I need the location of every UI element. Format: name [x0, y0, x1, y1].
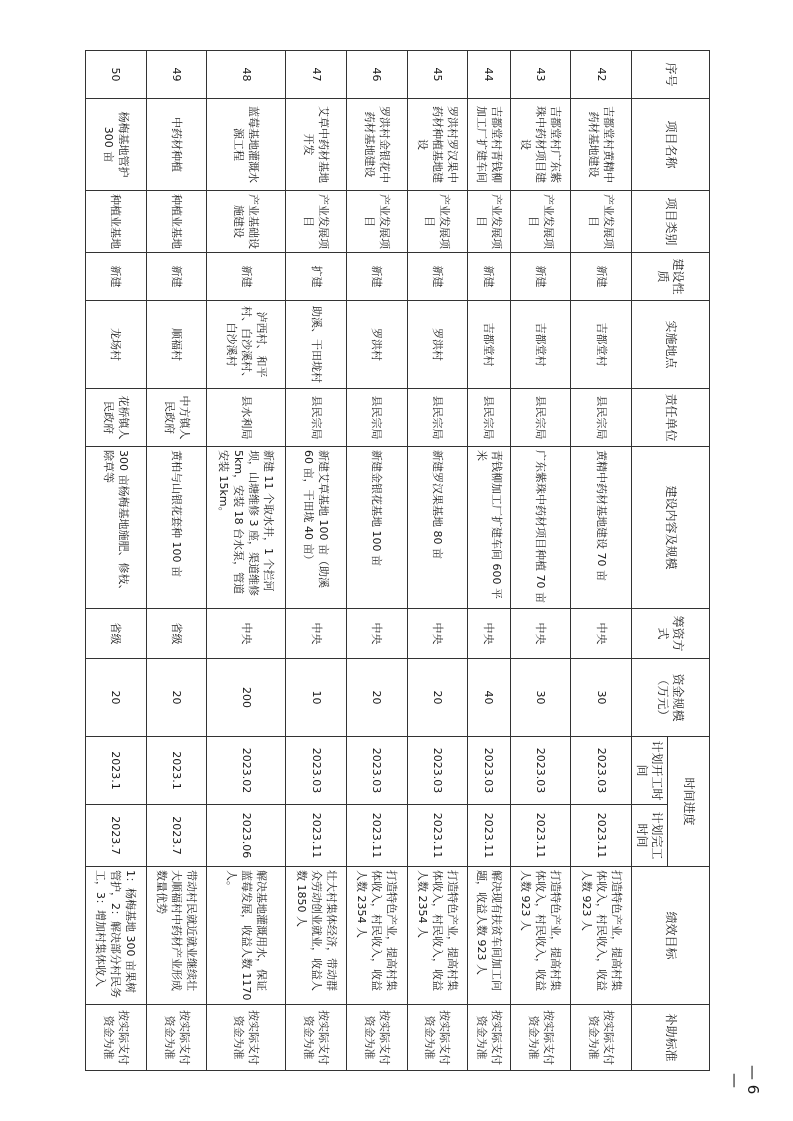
table-body: [86, 51, 632, 1071]
cell-end: 2023.7: [86, 805, 147, 867]
cell-start: 2023.03: [571, 737, 632, 805]
cell-scale: 30: [571, 659, 632, 737]
cell-content: 新建艾草基地 100 亩（助溪 60 亩，干田垅 40 亩）: [286, 447, 347, 609]
header-end: 计划完工时间: [632, 805, 668, 867]
cell-seq: 49: [146, 51, 207, 99]
project-table: [85, 50, 710, 1071]
cell-subsidy: 按实际支付资金为准: [86, 1005, 147, 1071]
cell-scale: 20: [86, 659, 147, 737]
cell-seq: 44: [468, 51, 510, 99]
cell-end: 2023.11: [468, 805, 510, 867]
cell-category: 产业发展项目: [468, 191, 510, 253]
cell-unit: 县民宗局: [468, 389, 510, 447]
cell-goal: 带动村民就近就业继续壮大顺福村中药材产业形成数量优势: [146, 867, 207, 1005]
cell-name: 吉都堂村黄精中药材基地建设: [571, 99, 632, 191]
cell-subsidy: 按实际支付资金为准: [346, 1005, 407, 1071]
cell-location: 吉都堂村: [468, 301, 510, 389]
cell-category: 种植业基地: [146, 191, 207, 253]
cell-name: 罗洪村罗汉果中药材种植基地建设: [407, 99, 468, 191]
header-location: 实施地点: [632, 301, 710, 389]
header-subsidy: 补助标准: [632, 1005, 710, 1071]
cell-goal: 打造特色产业，提高村集体收入，村民收入，收益人数 2354 人: [407, 867, 468, 1005]
cell-scale: 20: [146, 659, 207, 737]
cell-scale: 10: [286, 659, 347, 737]
table-row: [286, 51, 347, 1071]
header-funding: 筹资方式: [632, 609, 710, 659]
cell-end: 2023.11: [510, 805, 571, 867]
cell-nature: 新建: [510, 253, 571, 301]
table-row: [207, 51, 286, 1071]
cell-funding: 中央: [346, 609, 407, 659]
cell-category: 种植业基地: [86, 191, 147, 253]
cell-end: 2023.11: [286, 805, 347, 867]
cell-category: 产业发展项目: [510, 191, 571, 253]
cell-funding: 中央: [571, 609, 632, 659]
cell-start: 2023.03: [407, 737, 468, 805]
cell-goal: 解决基地灌溉用水，保证蓝莓发展，收益人数 1170 人。: [207, 867, 286, 1005]
cell-seq: 48: [207, 51, 286, 99]
cell-name: 艾草中药材基地开发: [286, 99, 347, 191]
table-row: [571, 51, 632, 1071]
cell-nature: 新建: [86, 253, 147, 301]
cell-end: 2023.11: [407, 805, 468, 867]
cell-subsidy: 按实际支付资金为准: [510, 1005, 571, 1071]
cell-subsidy: 按实际支付资金为准: [468, 1005, 510, 1071]
cell-end: 2023.06: [207, 805, 286, 867]
cell-funding: 中央: [468, 609, 510, 659]
cell-goal: 解决现有扶贫车间加工问题，收益人数 923 人: [468, 867, 510, 1005]
cell-scale: 40: [468, 659, 510, 737]
cell-funding: 中央: [510, 609, 571, 659]
cell-funding: 省级: [86, 609, 147, 659]
table-row: [146, 51, 207, 1071]
cell-location: 龙场村: [86, 301, 147, 389]
table-row: [510, 51, 571, 1071]
cell-unit: 县民宗局: [571, 389, 632, 447]
cell-location: 吉都堂村: [510, 301, 571, 389]
header-row: [668, 51, 710, 1071]
header-seq: 序号: [632, 51, 710, 99]
cell-nature: 新建: [468, 253, 510, 301]
cell-scale: 20: [407, 659, 468, 737]
cell-funding: 中央: [407, 609, 468, 659]
table-row: [86, 51, 147, 1071]
cell-content: 广东紫珠中药材项目种植 70 亩: [510, 447, 571, 609]
cell-end: 2023.7: [146, 805, 207, 867]
cell-start: 2023.03: [468, 737, 510, 805]
cell-scale: 200: [207, 659, 286, 737]
cell-category: 产业发展项目: [407, 191, 468, 253]
cell-scale: 20: [346, 659, 407, 737]
cell-content: 黄柏与山银花套种 100 亩: [146, 447, 207, 609]
cell-content: 黄精中药材基地建设 70 亩: [571, 447, 632, 609]
cell-goal: 打造特色产业，提高村集体收入，村民收入，收益人数 2354 人: [346, 867, 407, 1005]
cell-name: 吉都堂村广东紫珠中药材项目建设: [510, 99, 571, 191]
cell-end: 2023.11: [346, 805, 407, 867]
cell-content: 300 亩杨梅基地施肥、修枝、除草等: [86, 447, 147, 609]
header-category: 项目类别: [632, 191, 710, 253]
rotated-table-container: [85, 50, 710, 1070]
cell-goal: 打造特色产业，提高村集体收入，村民收入，收益人数 923 人: [571, 867, 632, 1005]
cell-unit: 县民宗局: [407, 389, 468, 447]
cell-goal: 壮大村集体经济，带动群众劳动创业就业，收益人数 1850 人: [286, 867, 347, 1005]
cell-location: 吉都堂村: [571, 301, 632, 389]
cell-goal: 打造特色产业，提高村集体收入，村民收入，收益人数 923 人: [510, 867, 571, 1005]
cell-category: 产业发展项目: [571, 191, 632, 253]
cell-start: 2023.03: [286, 737, 347, 805]
cell-subsidy: 按实际支付资金为准: [407, 1005, 468, 1071]
header-progress: 时间进度: [668, 737, 710, 867]
cell-name: 杨梅基地管护 300 亩: [86, 99, 147, 191]
cell-seq: 45: [407, 51, 468, 99]
cell-location: 泸西村、和平村、白沙溪村、白沙溪村: [207, 301, 286, 389]
cell-subsidy: 按实际支付资金为准: [286, 1005, 347, 1071]
cell-location: 罗洪村: [346, 301, 407, 389]
cell-unit: 县民宗局: [286, 389, 347, 447]
header-unit: 责任单位: [632, 389, 710, 447]
cell-subsidy: 按实际支付资金为准: [207, 1005, 286, 1071]
cell-content: 青钱柳加工厂扩建车间 600 平米: [468, 447, 510, 609]
cell-content: 新建 11 个取水井，1 个拦河坝，山塘维修 3 座，渠道维修 5km，安装 18 台水泵，管道安装 15km。: [207, 447, 286, 609]
header-goal: 绩效目标: [632, 867, 710, 1005]
table-row: [346, 51, 407, 1071]
cell-subsidy: 按实际支付资金为准: [146, 1005, 207, 1071]
cell-category: 产业发展项目: [286, 191, 347, 253]
table-row: [468, 51, 510, 1071]
cell-content: 新建罗汉果基地 80 亩: [407, 447, 468, 609]
cell-content: 新建金银花基地 100 亩: [346, 447, 407, 609]
cell-seq: 46: [346, 51, 407, 99]
cell-subsidy: 按实际支付资金为准: [571, 1005, 632, 1071]
cell-seq: 42: [571, 51, 632, 99]
cell-nature: 新建: [571, 253, 632, 301]
cell-goal: 1：杨梅基地 300 亩果树管护，2：解决部分村民务工，3：增加村集体收入: [86, 867, 147, 1005]
cell-unit: 中方镇人民政府: [146, 389, 207, 447]
header-nature: 建设性质: [632, 253, 710, 301]
cell-nature: 新建: [346, 253, 407, 301]
cell-nature: 新建: [407, 253, 468, 301]
cell-start: 2023.1: [146, 737, 207, 805]
header-start: 计划开工时间: [632, 737, 668, 805]
cell-location: 顺福村: [146, 301, 207, 389]
cell-nature: 新建: [146, 253, 207, 301]
cell-start: 2023.02: [207, 737, 286, 805]
cell-name: 罗洪村金银花中药材基地建设: [346, 99, 407, 191]
cell-category: 产业发展项目: [346, 191, 407, 253]
cell-name: 中药材种植: [146, 99, 207, 191]
cell-nature: 扩建: [286, 253, 347, 301]
cell-end: 2023.11: [571, 805, 632, 867]
table-row: [407, 51, 468, 1071]
header-content: 建设内容及规模: [632, 447, 710, 609]
cell-unit: 县民宗局: [510, 389, 571, 447]
cell-location: 罗洪村: [407, 301, 468, 389]
cell-start: 2023.1: [86, 737, 147, 805]
cell-name: 蓝莓基地灌溉水源工程: [207, 99, 286, 191]
cell-seq: 47: [286, 51, 347, 99]
cell-seq: 43: [510, 51, 571, 99]
cell-unit: 县水利局: [207, 389, 286, 447]
cell-start: 2023.03: [510, 737, 571, 805]
cell-unit: 花桥镇人民政府: [86, 389, 147, 447]
cell-funding: 省级: [146, 609, 207, 659]
cell-start: 2023.03: [346, 737, 407, 805]
cell-unit: 县民宗局: [346, 389, 407, 447]
header-scale: 资金规模（万元）: [632, 659, 710, 737]
cell-funding: 中央: [286, 609, 347, 659]
cell-scale: 30: [510, 659, 571, 737]
cell-name: 吉都堂村青钱柳加工厂扩建车间: [468, 99, 510, 191]
cell-nature: 新建: [207, 253, 286, 301]
page-number: — 6 —: [726, 1065, 762, 1095]
cell-category: 产业基础设施建设: [207, 191, 286, 253]
cell-seq: 50: [86, 51, 147, 99]
cell-funding: 中央: [207, 609, 286, 659]
header-name: 项目名称: [632, 99, 710, 191]
cell-location: 助溪、干田垅村: [286, 301, 347, 389]
